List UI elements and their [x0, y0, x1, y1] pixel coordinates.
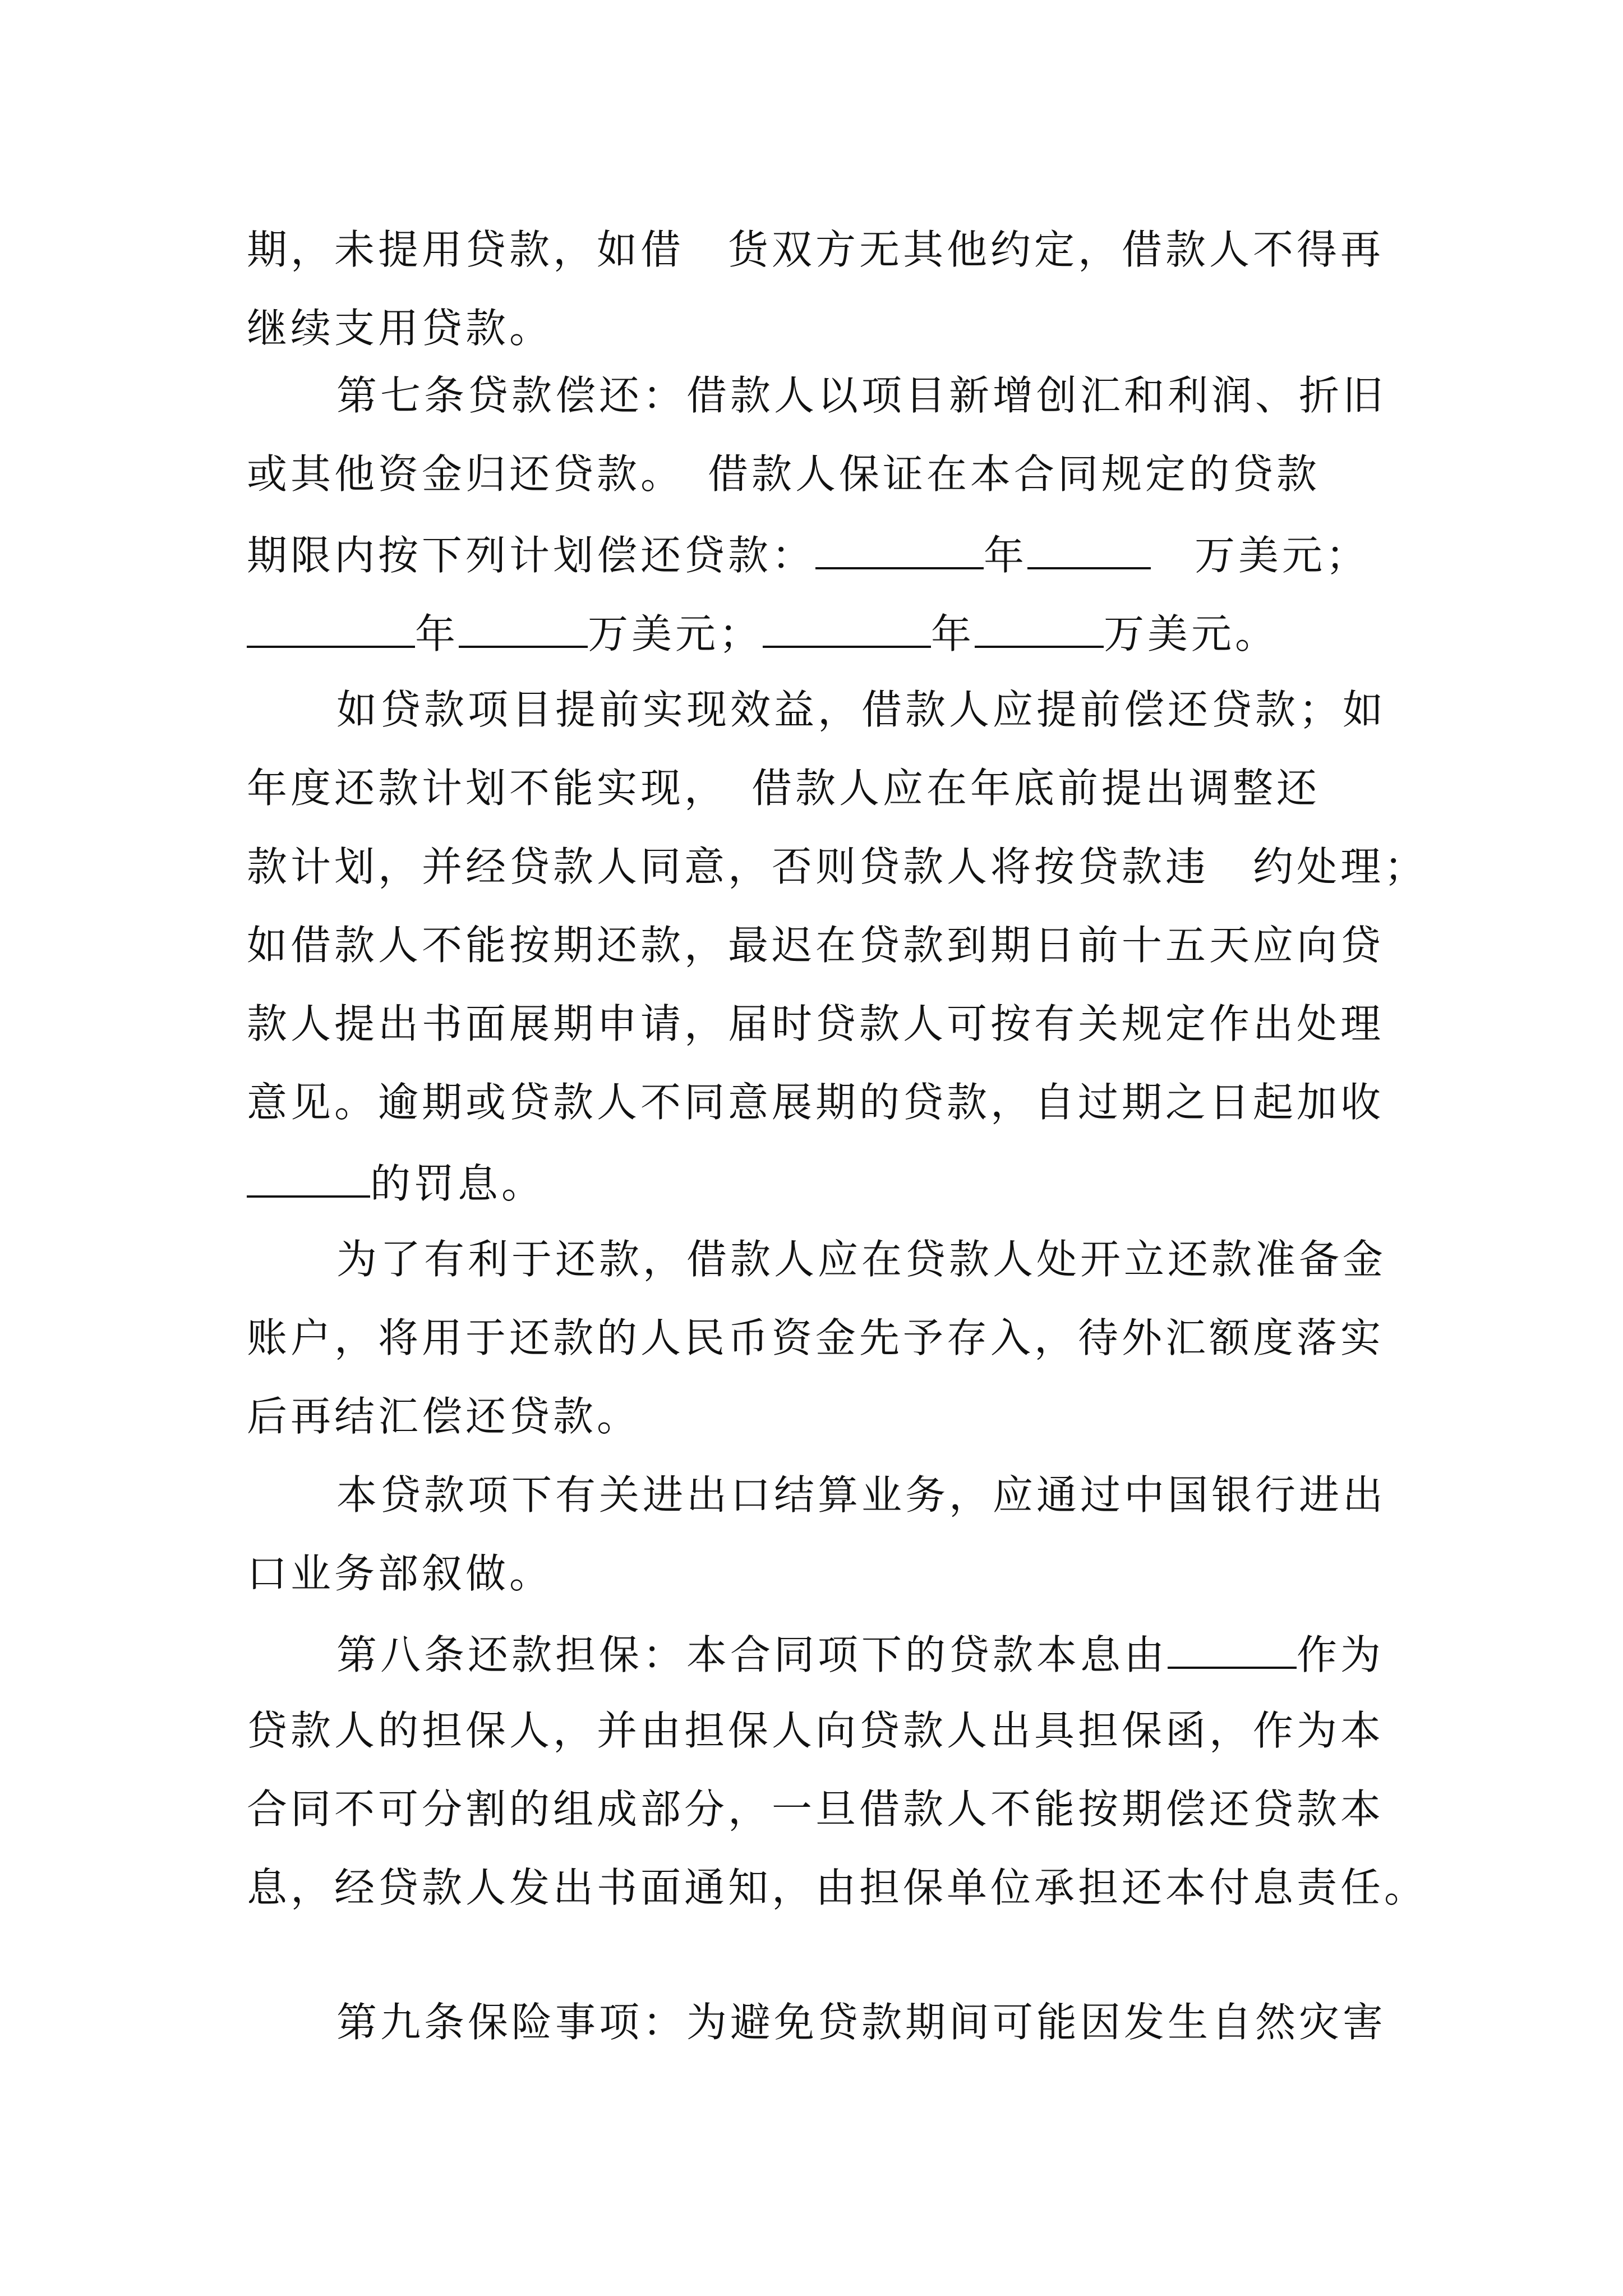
- blank-field: [1027, 524, 1151, 569]
- text: 继续支用贷款。: [247, 305, 554, 352]
- text: 合同不可分割的组成部分，一旦借款人不能按期偿还贷款本: [247, 1786, 1385, 1833]
- text: 款人提出书面展期申请，届时贷款人可按有关规定作出处理: [247, 1000, 1385, 1047]
- text: 口业务部叙做。: [247, 1550, 554, 1597]
- text: 意见。逾期或贷款人不同意展期的贷款，自过期之日起加收: [247, 1079, 1385, 1126]
- repayment-plan-line-1: [247, 524, 1391, 581]
- paragraph-line: [247, 1388, 1391, 1444]
- text: 为了有利于还款，借款人应在贷款人处开立还款准备金: [336, 1236, 1387, 1283]
- paragraph-line: [247, 1074, 1391, 1130]
- paragraph-line: [247, 1310, 1391, 1366]
- blank-field: [975, 603, 1104, 648]
- text: 作为: [1297, 1631, 1385, 1678]
- text: 年度还款计划不能实现， 借款人应在年底前提出调整还: [247, 765, 1321, 812]
- paragraph-line: [336, 1231, 1391, 1287]
- text: 第九条保险事项：为避免贷款期间可能因发生自然灾害: [336, 1999, 1387, 2046]
- text: 第七条贷款偿还：借款人以项目新增创汇和利润、折旧: [336, 372, 1387, 419]
- article-8-heading-line: [336, 1624, 1391, 1680]
- paragraph-line: [247, 222, 1391, 278]
- blank-field: [815, 524, 984, 569]
- text: 息，经贷款人发出书面通知，由担保单位承担还本付息责任。: [247, 1864, 1428, 1911]
- text: 如贷款项目提前实现效益，借款人应提前偿还贷款；如: [336, 686, 1387, 733]
- text: 或其他资金归还贷款。 借款人保证在本合同规定的贷款: [247, 450, 1321, 498]
- blank-field: [247, 1153, 370, 1198]
- text: 账户，将用于还款的人民币资金先予存入，待外汇额度落实: [247, 1314, 1385, 1361]
- text: 年: [931, 610, 975, 657]
- text: 如借款人不能按期还款，最迟在贷款到期日前十五天应向贷: [247, 922, 1385, 969]
- text: 万美元。: [1104, 610, 1279, 657]
- blank-field: [763, 603, 931, 648]
- repayment-plan-line-2: [247, 603, 1391, 659]
- paragraph-line: [247, 1545, 1391, 1602]
- paragraph-line: [247, 1860, 1428, 1916]
- text: 万美元；: [588, 610, 763, 657]
- article-9-heading-line: [336, 1994, 1391, 2050]
- text: 年: [984, 532, 1028, 579]
- text: 期，未提用贷款，如借 货双方无其他约定，借款人不得再: [247, 226, 1385, 273]
- paragraph-line: [247, 1781, 1391, 1837]
- text: 第八条还款担保：本合同项下的贷款本息由: [336, 1631, 1168, 1678]
- blank-field: [459, 603, 588, 648]
- paragraph-line: [247, 1703, 1391, 1759]
- paragraph-line: [247, 917, 1391, 973]
- paragraph-line: [247, 839, 1428, 895]
- blank-field: [247, 603, 415, 648]
- text: 期限内按下列计划偿还贷款：: [247, 532, 816, 579]
- text: 贷款人的担保人，并由担保人向贷款人出具担保函，作为本: [247, 1707, 1385, 1754]
- paragraph-line: [247, 760, 1391, 816]
- article-7-heading-line: [336, 367, 1391, 424]
- text: 款计划，并经贷款人同意，否则贷款人将按贷款违 约处理；: [247, 843, 1428, 890]
- blank-field: [1168, 1624, 1297, 1669]
- text: 后再结汇偿还贷款。: [247, 1393, 641, 1440]
- paragraph-line: [336, 682, 1391, 738]
- paragraph-line: [247, 996, 1391, 1052]
- paragraph-line: [336, 1467, 1391, 1523]
- paragraph-line: [247, 300, 1391, 356]
- paragraph-line: [247, 446, 1391, 502]
- text: 万美元；: [1151, 532, 1370, 579]
- penalty-line: [247, 1153, 1391, 1209]
- text: 的罚息。: [370, 1160, 546, 1207]
- text: 年: [415, 610, 459, 657]
- text: 本贷款项下有关进出口结算业务，应通过中国银行进出: [336, 1471, 1387, 1519]
